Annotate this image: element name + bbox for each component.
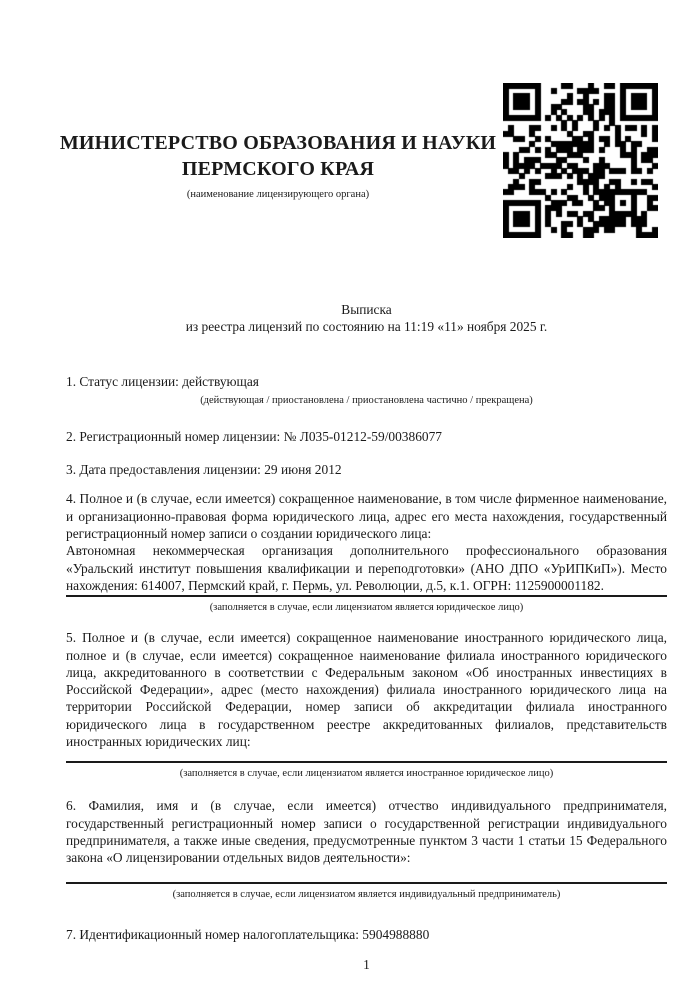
individual-entrepreneur-item <box>66 797 667 900</box>
license-status-caption: (действующая / приостановлена / приостановлена частично / прекращена) <box>200 394 533 406</box>
ministry-name-line1-text: МИНИСТЕРСТВО ОБРАЗОВАНИЯ И НАУКИ <box>59 132 497 154</box>
legal-entity-value: Автономная некоммерческая организация дополнительного профессионального образования «Уральский институт повышения квалификации и переподготовки» (АНО ДПО «УрИПКиП»). Место нахождения: 614007, Пермский край, г. Пермь, ул. Революции, д.5, к.1. ОГРН: 1125900001182. <box>66 543 667 593</box>
licensing-authority-header <box>59 130 497 201</box>
legal-entity-label: 4. Полное и (в случае, если имеется) сокращенное наименование, в том числе фирменное наименование, и организационно-правовая форма юридического лица, адрес его места нахождения, государственный регистрационный номер записи о создании юридического лица: <box>66 491 667 542</box>
legal-entity-caption: (заполняется в случае, если лицензиатом является юридическое лицо) <box>209 602 524 614</box>
foreign-entity-caption: (заполняется в случае, если лицензиатом является иностранное юридическое лицо) <box>179 768 554 780</box>
legal-entity-item <box>66 490 667 614</box>
licensing-authority-caption-text: (наименование лицензирующего органа) <box>186 189 370 200</box>
ministry-name-line1 <box>59 130 497 156</box>
blank-value-space <box>66 867 667 881</box>
foreign-entity-label: 5. Полное и (в случае, если имеется) сокращенное наименование иностранного юридического лица, полное и (в случае, если имеется) сокращенное наименование филиала иностранного юридического лица, аккредитованного в соответствии с Федеральным законом «Об иностранных инвестициях в Российской Федерации», адрес (место нахождения) филиала иностранного юридического лица на территории Российской Федерации, номер записи об аккредитации филиала иностранного юридического лица в государственном реестре аккредитованных филиалов, представительств иностранных юридических лиц: <box>66 630 667 750</box>
document-title-block <box>66 301 667 336</box>
grant-date-item <box>66 461 667 478</box>
fill-line <box>66 882 667 884</box>
individual-entrepreneur-caption: (заполняется в случае, если лицензиатом является индивидуальный предприниматель) <box>172 888 561 900</box>
licensing-authority-caption <box>66 188 490 201</box>
license-status-item <box>66 373 667 407</box>
grant-date-text: 3. Дата предоставления лицензии: 29 июня 2012 <box>66 462 342 478</box>
document-title: Выписка <box>341 302 392 317</box>
document-subtitle: из реестра лицензий по состоянию на 11:19 «11» ноября 2025 г. <box>185 319 548 335</box>
page-number: 1 <box>363 956 370 972</box>
ministry-name-line2 <box>66 156 490 182</box>
ministry-name-line2-text: ПЕРМСКОГО КРАЯ <box>181 158 375 180</box>
taxpayer-number-text: 7. Идентификационный номер налогоплательщика: 5904988880 <box>66 926 430 942</box>
license-status-text: 1. Статус лицензии: действующая <box>66 373 259 389</box>
fill-line <box>66 595 667 597</box>
blank-value-space <box>66 750 667 760</box>
fill-line <box>66 761 667 763</box>
registration-number-text: 2. Регистрационный номер лицензии: № Л035-01212-59/00386077 <box>66 428 442 444</box>
registration-number-item <box>66 428 667 445</box>
individual-entrepreneur-label: 6. Фамилия, имя и (в случае, если имеется) отчество индивидуального предпринимателя, государственный регистрационный номер записи о государственной регистрации индивидуального предпринимателя, а также иные сведения, предусмотренные пунктом 3 части 1 статьи 15 Федерального закона «О лицензировании отдельных видов деятельности»: <box>66 798 667 866</box>
foreign-entity-item <box>66 629 667 780</box>
document-body <box>66 301 667 973</box>
qr-code <box>503 83 658 238</box>
taxpayer-number-item <box>66 926 667 943</box>
